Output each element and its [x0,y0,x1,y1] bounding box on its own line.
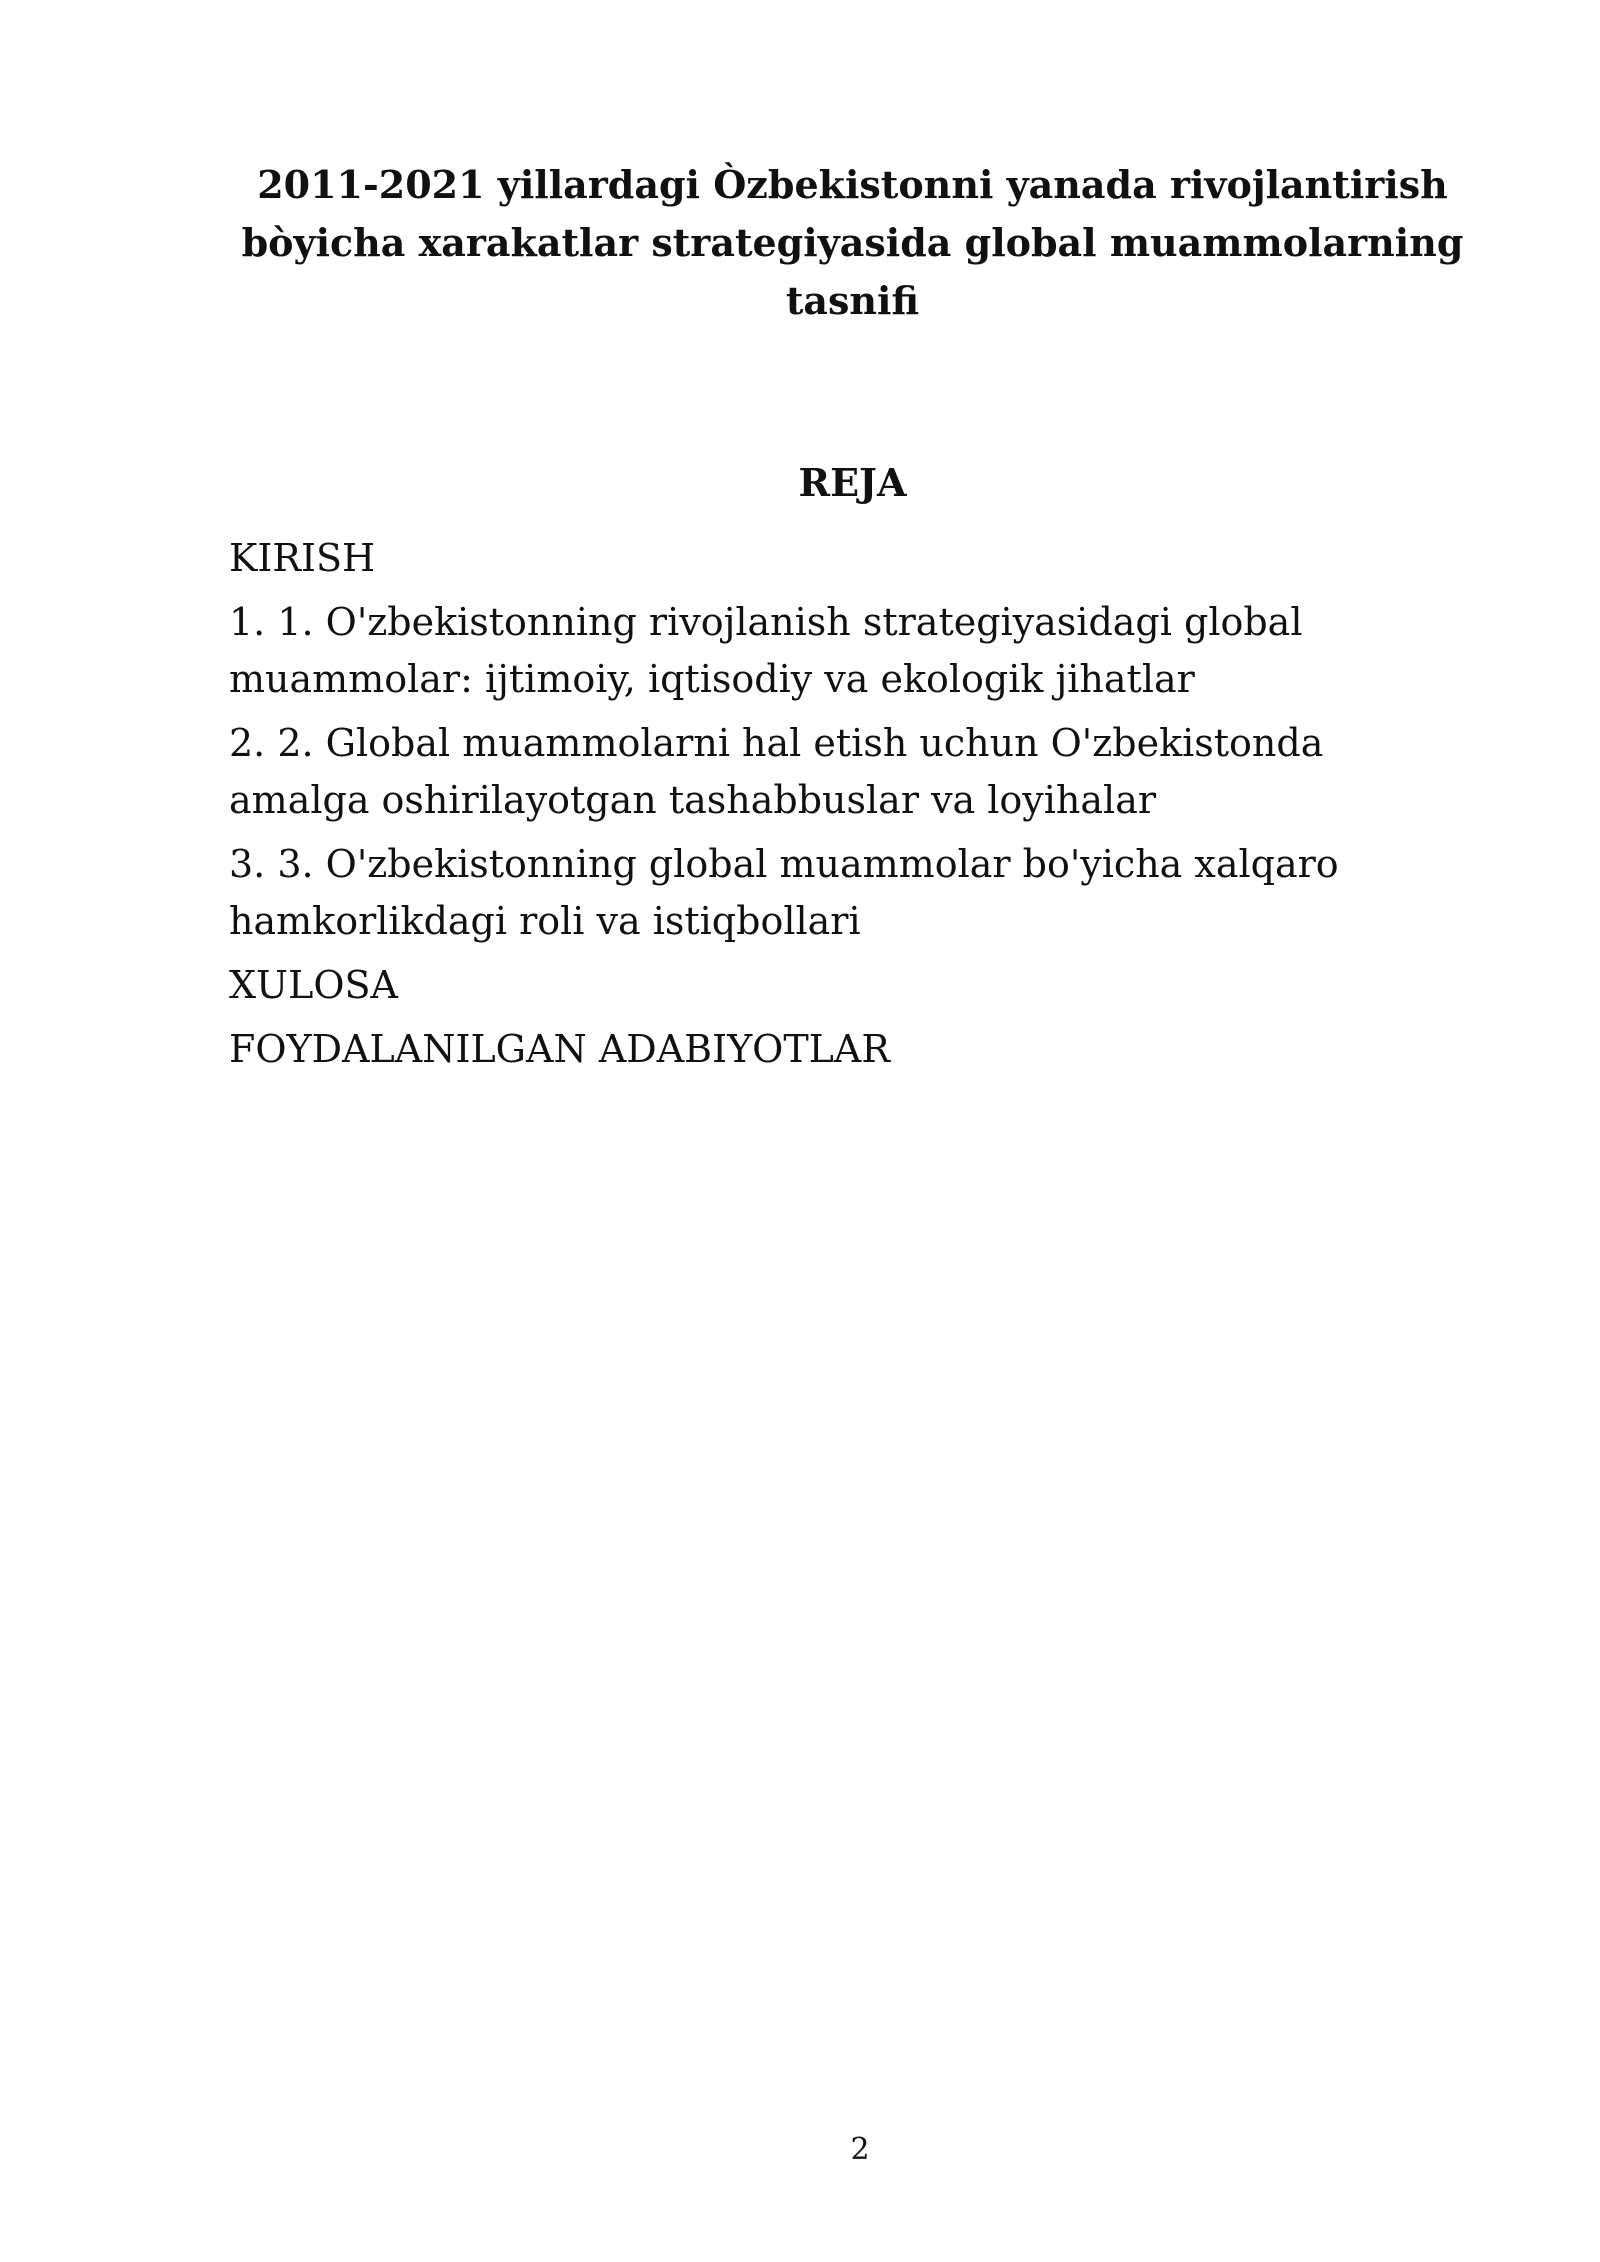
plan-item-references: FOYDALANILGAN ADABIYOTLAR [229,1027,890,1071]
page-number: 2 [850,2132,870,2167]
plan-heading: REJA [798,460,907,505]
page-title: 2011-2021 yillardagi Òzbekistonni yanada rivojlantirish bòyicha xarakatlar strategiyasida global muammolarning tasnifi [241,162,1464,323]
plan-list [229,530,1474,1085]
plan-item-chapter-2: 2. 2. Global muammolarni hal etish uchun O'zbekistonda amalga oshirilayotgan tashabbuslar va loyihalar [229,721,1324,822]
plan-item-conclusion: XULOSA [229,963,398,1007]
plan-item-chapter-1: 1. 1. O'zbekistonning rivojlanish strategiyasidagi global muammolar: ijtimoiy, iqtisodiy va ekologik jihatlar [229,600,1303,701]
plan-item-introduction: KIRISH [229,536,376,580]
plan-item-chapter-3: 3. 3. O'zbekistonning global muammolar bo'yicha xalqaro hamkorlikdagi roli va istiqbollari [229,842,1339,943]
